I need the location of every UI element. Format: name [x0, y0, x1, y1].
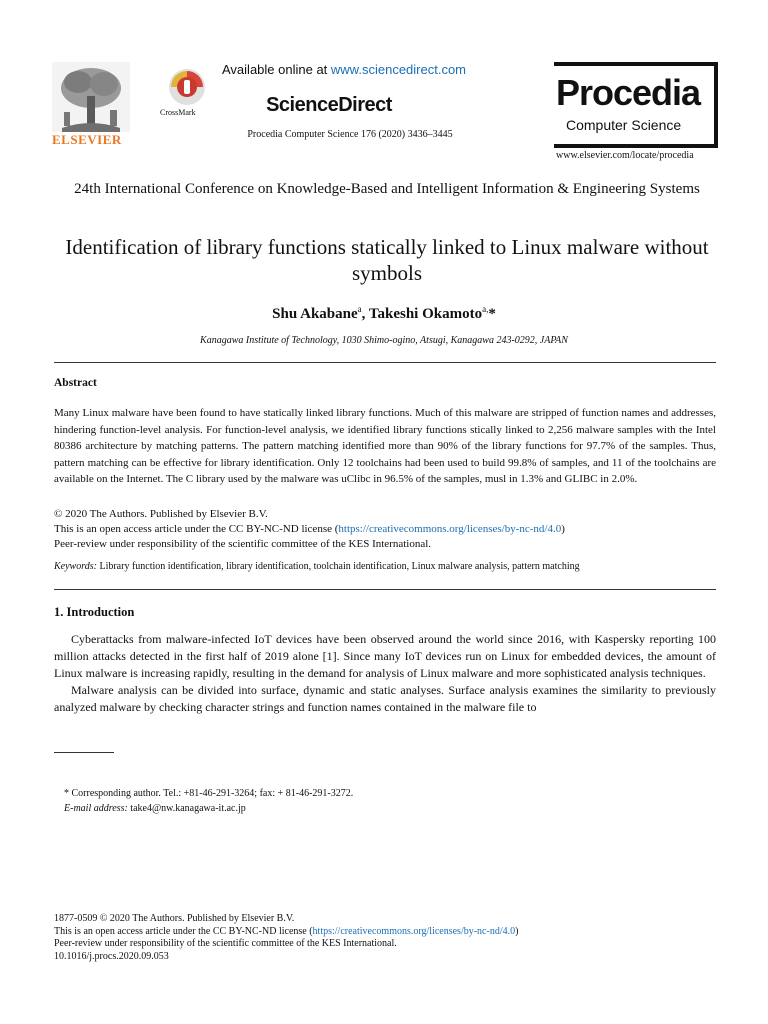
keywords: [54, 561, 716, 572]
bottom-license-line: [54, 926, 518, 939]
email-line: [64, 801, 353, 816]
keywords-label: Keywords:: [54, 561, 97, 572]
bottom-license-link[interactable]: https://creativecommons.org/licenses/by-nc-nd/4.0: [312, 925, 516, 937]
crossmark-label: CrossMark: [160, 108, 196, 117]
divider-top: [54, 362, 716, 363]
doi[interactable]: 10.1016/j.procs.2020.09.053: [54, 950, 169, 962]
abstract-heading: Abstract: [54, 377, 97, 389]
email-address[interactable]: take4@nw.kanagawa-it.ac.jp: [127, 803, 246, 814]
keywords-list: Library function identification, library identification, toolchain identification, Linux malware analysis, pattern matching: [96, 561, 580, 572]
introduction-heading: 1. Introduction: [54, 605, 135, 619]
procedia-title: Procedia: [556, 72, 701, 113]
peer-review-line: Peer-review under responsibility of the scientific committee of the KES International.: [54, 538, 432, 550]
authors: [0, 304, 768, 323]
affiliation: Kanagawa Institute of Technology, 1030 Shimo-ogino, Atsugi, Kanagawa 243-0292, JAPAN: [200, 335, 568, 346]
corresponding-star: *: [488, 306, 496, 322]
paper-title: Identification of library functions statically linked to Linux malware without symbols: [65, 235, 709, 285]
intro-paragraph-2: Malware analysis can be divided into surface, dynamic and static analyses. Surface analysis examines the similarity to previously analyzed malware by checking character strings and function names contained in the malware file to: [54, 683, 716, 714]
conference-name: 24th International Conference on Knowledge-Based and Intelligent Information & Engineering Systems: [74, 181, 700, 197]
intro-paragraph-1: Cyberattacks from malware-infected IoT devices have been observed around the world since 2016, with Kaspersky reporting 100 million attacks detected in the first half of 2019 alone [1]. Since many IoT devices run on Linux for embedded devices, the amount of Linux malware is increasing rapidly, resulting in the demand for analysis of Linux malware and more sophisticated analysis techniques.: [54, 632, 716, 680]
elsevier-url[interactable]: www.elsevier.com/locate/procedia: [556, 150, 694, 161]
journal-reference: Procedia Computer Science 176 (2020) 3436–3445: [247, 129, 453, 140]
email-label: E-mail address:: [64, 803, 128, 814]
license-suffix: ): [561, 523, 565, 535]
author-1-affil: a: [357, 304, 362, 314]
abstract-text: Many Linux malware have been found to have statically linked library functions. Much of this malware are stripped of function names and addresses, hindering function-level analysis. For function-level analysis, we identified library functions stically linked to 2,256 malware samples with the Intel 80386 architecture by matching patterns. The pattern matching identified more than 90% of the library functions for 97.7% of the samples. Thus, pattern matching can be effective for library identification. Only 12 toolchains had been used to build 99.8% of samples, and 11 of the toolchains are available on the Internet. The C library used by the malware was uClibc in 96.5% of the samples, musl in 1.3% and GLIBC in 2.0%.: [54, 407, 716, 485]
footnote-divider: [54, 752, 114, 753]
bottom-peer-review: Peer-review under responsibility of the scientific committee of the KES International.: [54, 938, 397, 949]
bottom-license-prefix: This is an open access article under the CC BY-NC-ND license (: [54, 925, 313, 937]
license-prefix: This is an open access article under the CC BY-NC-ND license (: [54, 523, 339, 535]
author-separator: ,: [361, 306, 369, 322]
author-2: Takeshi Okamoto: [368, 306, 483, 322]
introduction-body: [54, 631, 716, 716]
footnote: [64, 786, 353, 816]
publication-info: [54, 913, 518, 963]
divider-bottom: [54, 589, 716, 590]
elsevier-wordmark: ELSEVIER: [52, 132, 122, 147]
abstract-copyright-block: [54, 507, 716, 552]
sciencedirect-link[interactable]: www.sciencedirect.com: [330, 62, 467, 77]
procedia-subtitle: Computer Science: [566, 117, 682, 133]
license-link[interactable]: https://creativecommons.org/licenses/by-nc-nd/4.0: [338, 523, 562, 535]
corresponding-author: * Corresponding author. Tel.: +81-46-291-3264; fax: + 81-46-291-3272.: [64, 788, 354, 799]
author-2-affil: a,: [482, 304, 489, 314]
license-line: [54, 522, 716, 537]
copyright-line: © 2020 The Authors. Published by Elsevier B.V.: [54, 508, 268, 520]
author-1: Shu Akabane: [272, 306, 358, 322]
bottom-license-suffix: ): [515, 925, 519, 937]
sciencedirect-title: ScienceDirect: [266, 94, 392, 116]
issn-line: 1877-0509 © 2020 The Authors. Published by Elsevier B.V.: [54, 913, 295, 924]
available-online-text: Available online at: [222, 62, 331, 77]
available-online: [222, 62, 466, 77]
